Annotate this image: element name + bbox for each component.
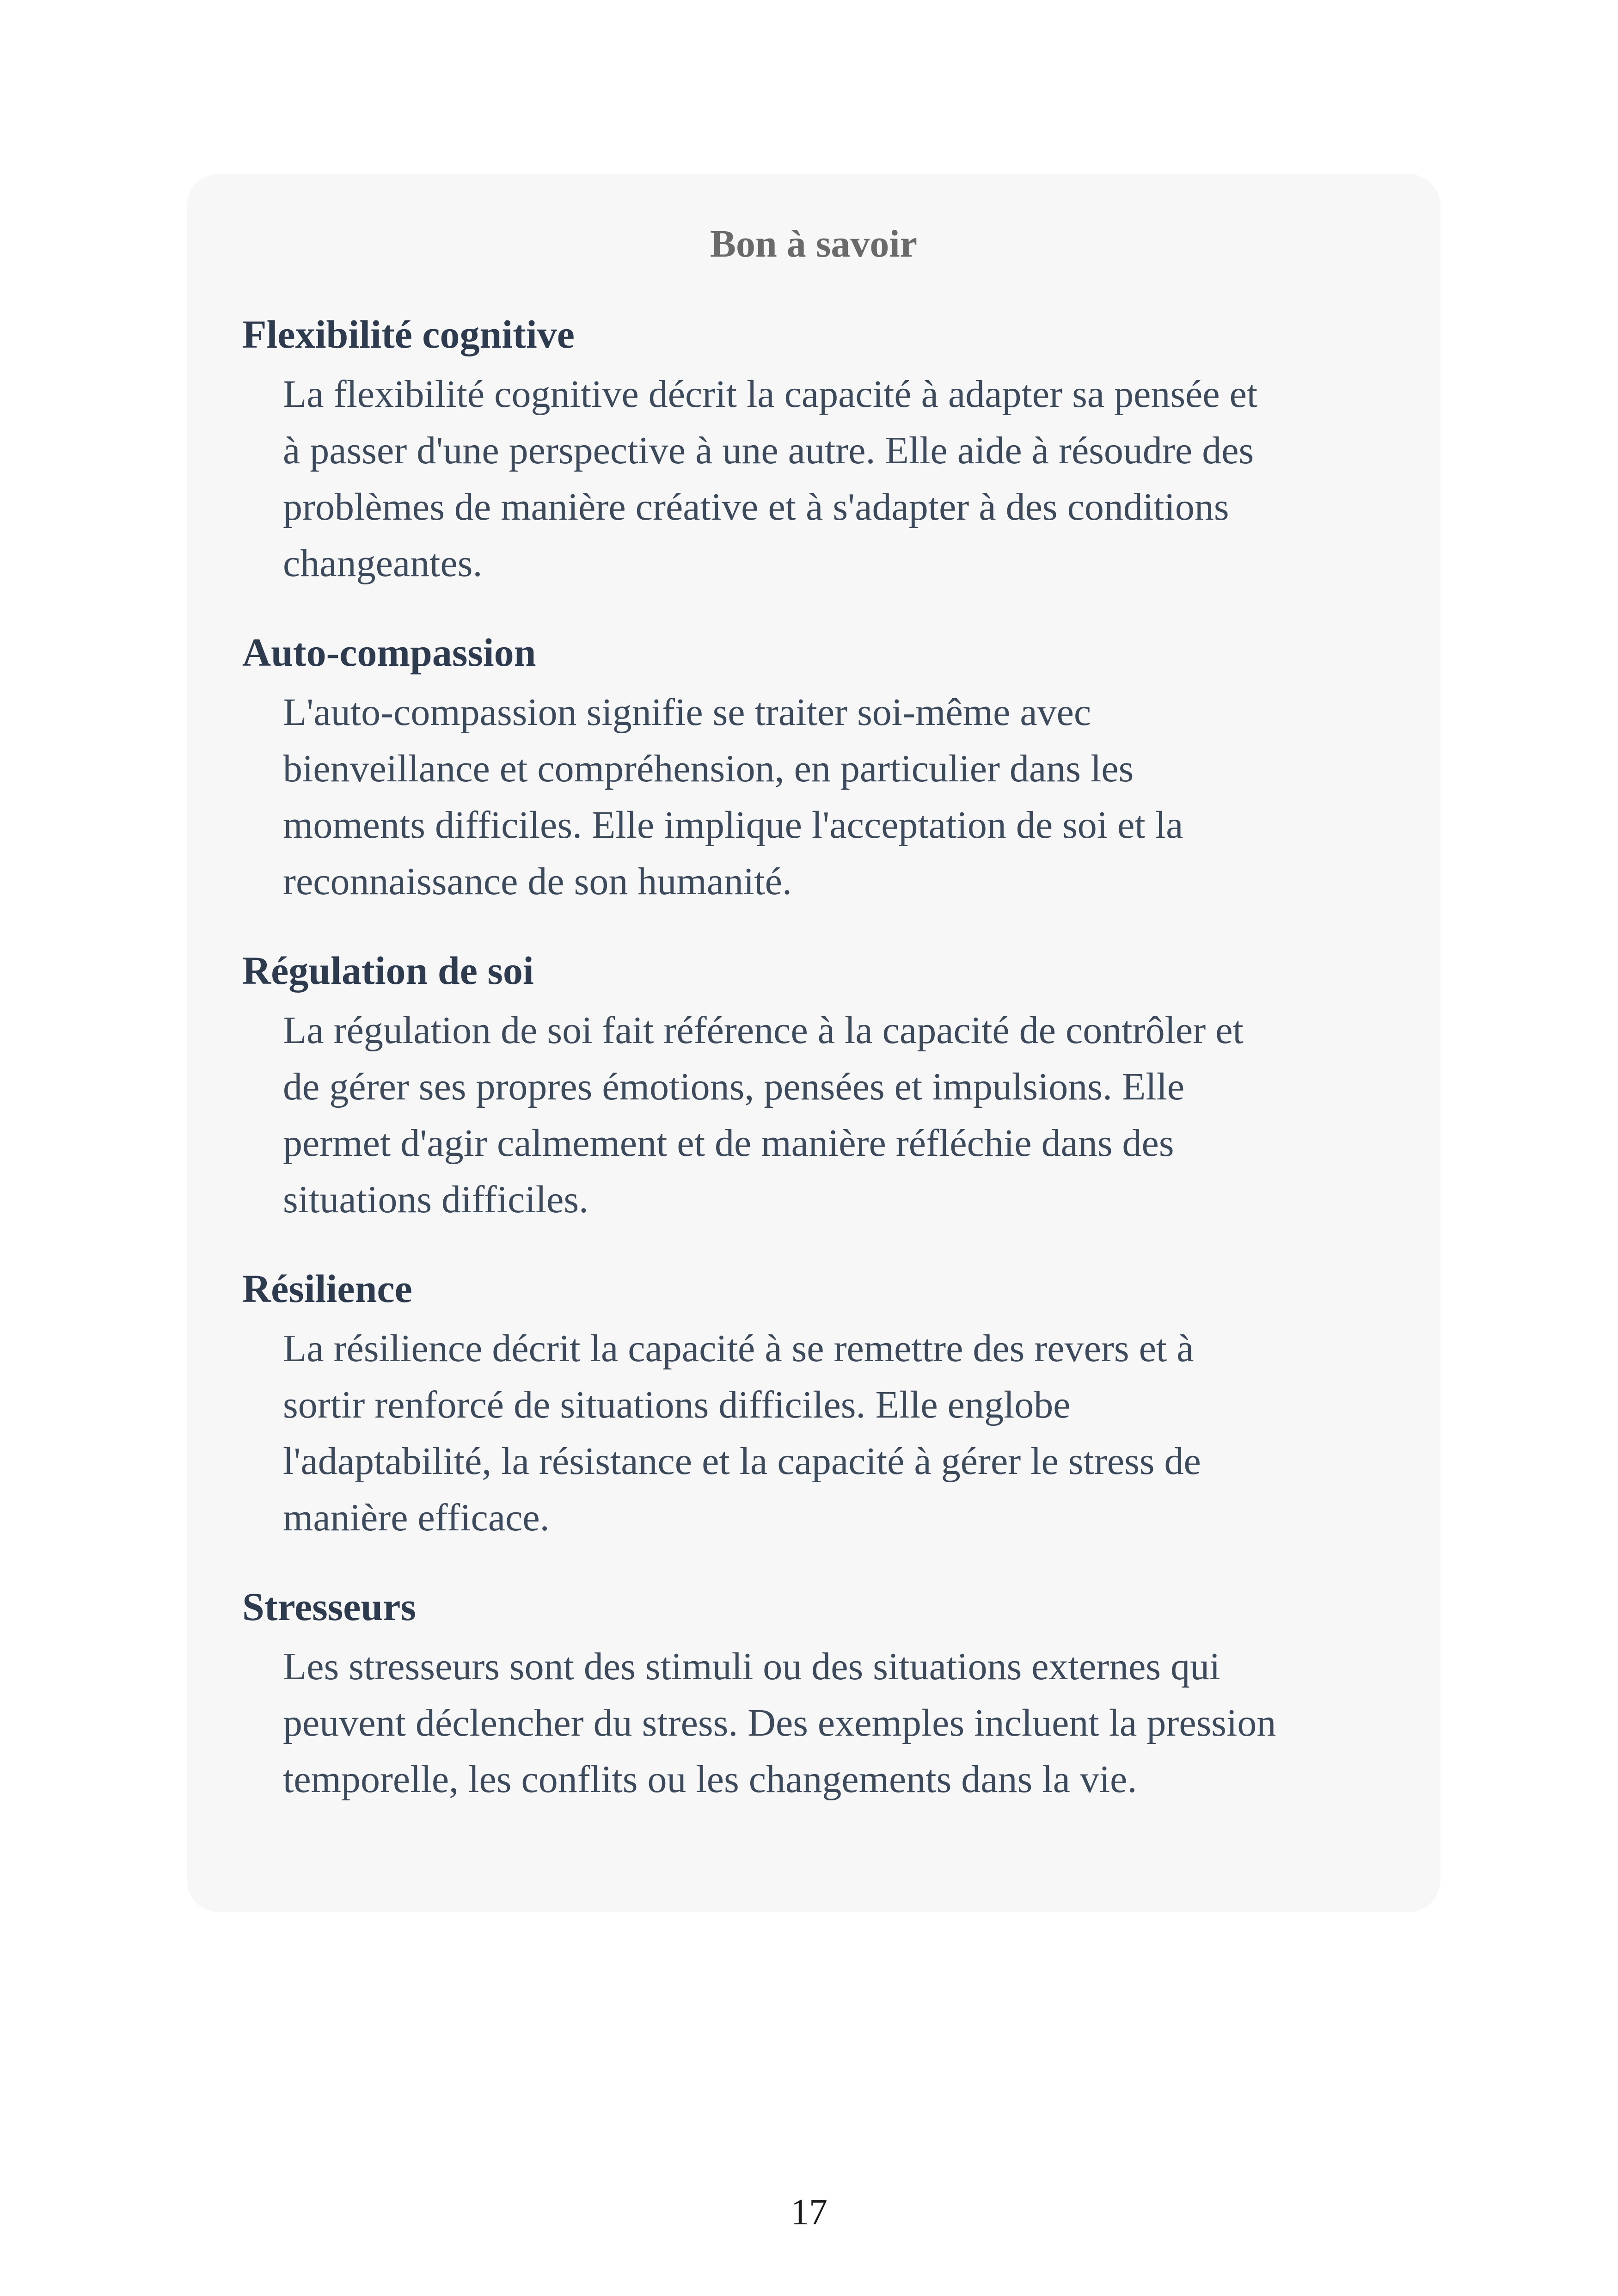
glossary-entry: [242, 1266, 1385, 1546]
glossary-definition: [242, 1639, 1385, 1808]
definition-line: moments difficiles. Elle implique l'acceptation de soi et la: [283, 804, 1183, 847]
glossary-entry: [242, 314, 1385, 592]
glossary-definition: [242, 1002, 1385, 1228]
info-box: [187, 174, 1440, 1912]
glossary-entry: [242, 632, 1385, 910]
definition-line: bienveillance et compréhension, en particulier dans les: [283, 747, 1134, 790]
glossary-definition: [242, 684, 1385, 910]
glossary-entry: [242, 948, 1385, 1228]
definition-line: changeantes.: [283, 542, 483, 585]
definition-line: temporelle, les conflits ou les changements dans la vie.: [283, 1758, 1137, 1801]
glossary-term: Stresseurs: [242, 1584, 416, 1629]
definition-line: La flexibilité cognitive décrit la capacité à adapter sa pensée et: [283, 373, 1258, 416]
definition-line: problèmes de manière créative et à s'adapter à des conditions: [283, 485, 1229, 528]
glossary-term: Régulation de soi: [242, 948, 534, 993]
definition-line: manière efficace.: [283, 1496, 550, 1539]
definition-line: de gérer ses propres émotions, pensées et impulsions. Elle: [283, 1065, 1185, 1108]
definition-line: peuvent déclencher du stress. Des exemples incluent la pression: [283, 1701, 1276, 1744]
glossary-term: Auto-compassion: [242, 630, 536, 675]
glossary-term: Flexibilité cognitive: [242, 312, 575, 356]
definition-line: permet d'agir calmement et de manière réfléchie dans des: [283, 1122, 1174, 1165]
definition-line: l'adaptabilité, la résistance et la capacité à gérer le stress de: [283, 1440, 1201, 1483]
definition-line: La résilience décrit la capacité à se remettre des revers et à: [283, 1327, 1194, 1370]
definition-line: La régulation de soi fait référence à la capacité de contrôler et: [283, 1009, 1244, 1052]
glossary-entry: [242, 1584, 1385, 1808]
definition-line: L'auto-compassion signifie se traiter soi-même avec: [283, 691, 1091, 734]
definition-line: situations difficiles.: [283, 1178, 589, 1221]
definition-line: sortir renforcé de situations difficiles. Elle englobe: [283, 1383, 1071, 1426]
glossary-definition: [242, 366, 1385, 592]
definition-line: reconnaissance de son humanité.: [283, 860, 792, 903]
page-number: 17: [791, 2192, 827, 2233]
info-box-title: Bon à savoir: [710, 222, 918, 265]
glossary-term: Résilience: [242, 1266, 412, 1311]
definition-line: Les stresseurs sont des stimuli ou des situations externes qui: [283, 1645, 1220, 1688]
glossary-definition: [242, 1320, 1385, 1546]
definition-line: à passer d'une perspective à une autre. Elle aide à résoudre des: [283, 429, 1254, 472]
